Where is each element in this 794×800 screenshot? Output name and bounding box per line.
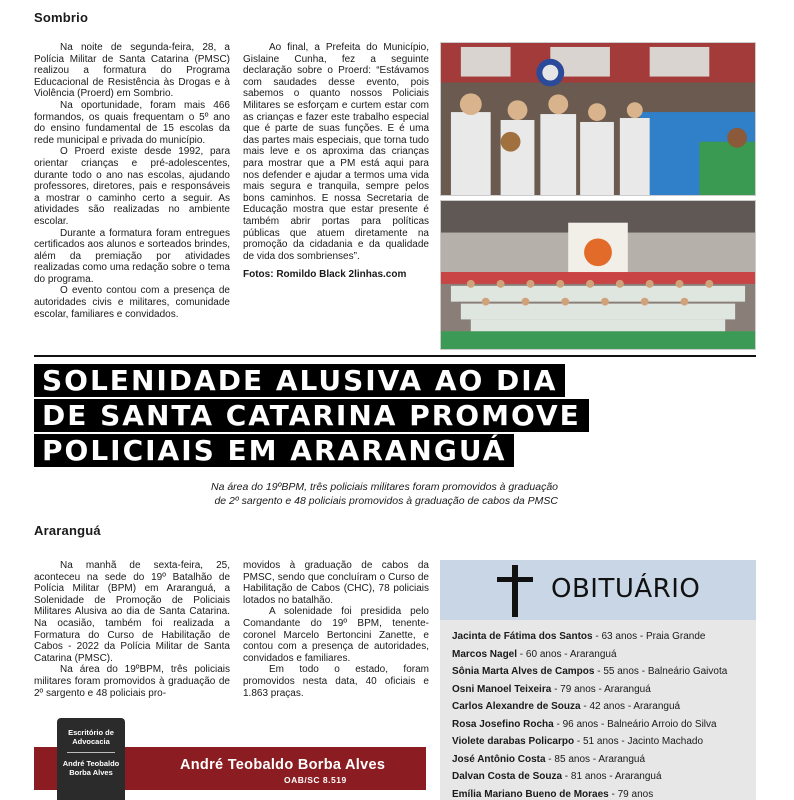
paragraph: A solenidade foi presidida pelo Comandante do 19º BPM, tenente- coronel Marcelo Bertoncini Zanette, e contou com a presença de autoridades, convidados e familiares. [243, 606, 429, 664]
subtitle-line-2: de 2º sargento e 48 policiais promovidos à graduação de cabos da PMSC [214, 495, 558, 507]
headline-line-2: DE SANTA CATARINA PROMOVE [34, 399, 589, 432]
headline-line-3: POLICIAIS EM ARARANGUÁ [34, 434, 514, 467]
obituary-entry [452, 716, 756, 734]
ad-logo-line: Advocacia [72, 737, 110, 746]
obituary-name: Carlos Alexandre de Souza [452, 701, 581, 712]
paragraph: Na manhã de sexta-feira, 25, aconteceu na sede do 19º Batalhão de Polícia Militar (BPM) em Araranguá, a Solenidade de Promoção de Policiais Militares Alusiva ao dia de Santa Catarina. Na ocasião, também foi realizada a Formatura do Curso de Habilitação de Cabos - 2022 da Polícia Militar de Santa Catarina (PMSC). [34, 560, 230, 664]
photo-credit: Fotos: Romildo Black 2linhas.com [243, 269, 407, 281]
section-label-sombrio: Sombrio [34, 10, 89, 25]
obituary-detail: - 60 anos - Araranguá [517, 648, 617, 660]
obituary-detail: - 85 anos - Araranguá [545, 753, 646, 765]
obituary-detail: - 96 anos - Balneário Arroio do Silva [553, 718, 717, 730]
obituary-entry [452, 751, 756, 769]
obituary-entry [452, 698, 756, 716]
paragraph: Na área do 19ºBPM, três policiais militares foram promovidos à graduação de 2º sargento e 48 policiais pro- [34, 664, 230, 699]
paragraph: O Proerd existe desde 1992, para orientar crianças e pré-adolescentes, durante todo o ano nas escolas, ajudando professores, diretores, pais e responsáveis a mostrar o caminho certo a seguir. As atividades são realizadas no ambiente escolar. [34, 146, 230, 227]
obituary-title: OBITUÁRIO [551, 574, 701, 604]
obituary-entry [452, 663, 756, 681]
obituary-name: Sônia Marta Alves de Campos [452, 666, 595, 677]
obituary-detail: - 79 anos [608, 788, 654, 800]
paragraph: O evento contou com a presença de autoridades civis e militares, comunidade escolar, familiares e convidados. [34, 285, 230, 320]
photo-students-ceremony [440, 42, 756, 196]
obituary-detail: - 81 anos - Araranguá [562, 771, 662, 782]
paragraph: Na noite de segunda-feira, 28, a Polícia Militar de Santa Catarina (PMSC) realizou a formatura do Programa Educacional de Resistência às Drogas e à Violência (Proerd) em Sombrio. [34, 42, 230, 100]
article-column-1 [34, 42, 230, 320]
obituary-entry [452, 733, 756, 751]
article-column-2 [243, 42, 429, 281]
obituary-entry [452, 681, 756, 699]
obituary-entry [452, 768, 756, 786]
ad-logo [57, 718, 125, 800]
obituary-entry [452, 786, 756, 800]
paragraph: Durante a formatura foram entregues certificados aos alunos e sorteados brindes, além da premiação por atividades realizadas como uma redação sobre o tema do programa. [34, 227, 230, 285]
section-label-ararangua: Araranguá [34, 523, 101, 538]
headline-subtitle [211, 480, 558, 508]
obituary-name: Violete darabas Policarpo [452, 736, 575, 747]
obituary-list [440, 620, 756, 800]
obituary-name: Marcos Nagel [452, 648, 518, 660]
obituary-entry [452, 628, 756, 646]
ad-logo-line: Escritório de [68, 728, 114, 737]
subtitle-line-1: Na área do 19ºBPM, três policiais militares foram promovidos à graduação [211, 481, 558, 493]
article-column-4 [243, 560, 429, 699]
obituary-detail: - 55 anos - Balneário Gaivota [594, 666, 728, 677]
paragraph: Na oportunidade, foram mais 466 formandos, os quais frequentam o 5º ano do ensino fundamental de 15 escolas da rede municipal e privada do município. [34, 99, 230, 146]
obituary-name: Emília Mariano Bueno de Moraes [452, 788, 609, 800]
obituary-name: Dalvan Costa de Souza [452, 771, 563, 782]
ad-logo-line: Borba Alves [69, 768, 113, 777]
photo-group-formation [440, 200, 756, 350]
obituary-entry [452, 646, 756, 664]
section-divider [34, 355, 756, 357]
ad-oab-number: OAB/SC 8.519 [284, 775, 347, 785]
obituary-name: Rosa Josefino Rocha [452, 718, 554, 730]
obituary-box [440, 560, 756, 800]
article-column-3 [34, 560, 230, 699]
paragraph: Ao final, a Prefeita do Município, Gislaine Cunha, fez a seguinte declaração sobre o Proerd: “Estávamos com saudades desse evento, pois sabemos o quanto nossos Policiais Militares se esforçam e curtem estar com as crianças e fazer este trabalho especial que é parte de suas funções. E é uma das partes mais especiais, que torna tudo mais leve e os aproxima das crianças para mostrar que a PM está aqui para nos defender e ajudar a termos uma vida mais segura e tranquila, sempre pelos bons caminhos. E nossa Secretaria de Educação mostra que estar presente é também abrir portas para políticas públicas que atuem diretamente na promoção da cidadania e da qualidade de vida dos sombrienses”. [243, 42, 429, 262]
paragraph: movidos à graduação de cabos da PMSC, sendo que concluíram o Curso de Habilitação de Cabos (CHC), 78 policiais lotados no batalhão. [243, 560, 429, 606]
cross-icon [497, 565, 533, 617]
paragraph: Em todo o estado, foram promovidos nesta data, 40 oficiais e 1.863 praças. [243, 664, 429, 699]
obituary-name: Osni Manoel Teixeira [452, 683, 552, 695]
obituary-detail: - 79 anos - Araranguá [551, 683, 651, 695]
headline-line-1: SOLENIDADE ALUSIVA AO DIA [34, 364, 565, 397]
obituary-detail: - 51 anos - Jacinto Machado [574, 736, 704, 747]
obituary-name: Jacinta de Fátima dos Santos [452, 631, 593, 642]
obituary-detail: - 42 anos - Araranguá [580, 701, 681, 712]
obituary-detail: - 63 anos - Praia Grande [592, 631, 706, 642]
ad-lawyer-name: André Teobaldo Borba Alves [180, 757, 386, 773]
ad-logo-line: André Teobaldo [62, 759, 120, 768]
obituary-name: José Antônio Costa [452, 753, 546, 765]
obituary-header [440, 560, 756, 620]
